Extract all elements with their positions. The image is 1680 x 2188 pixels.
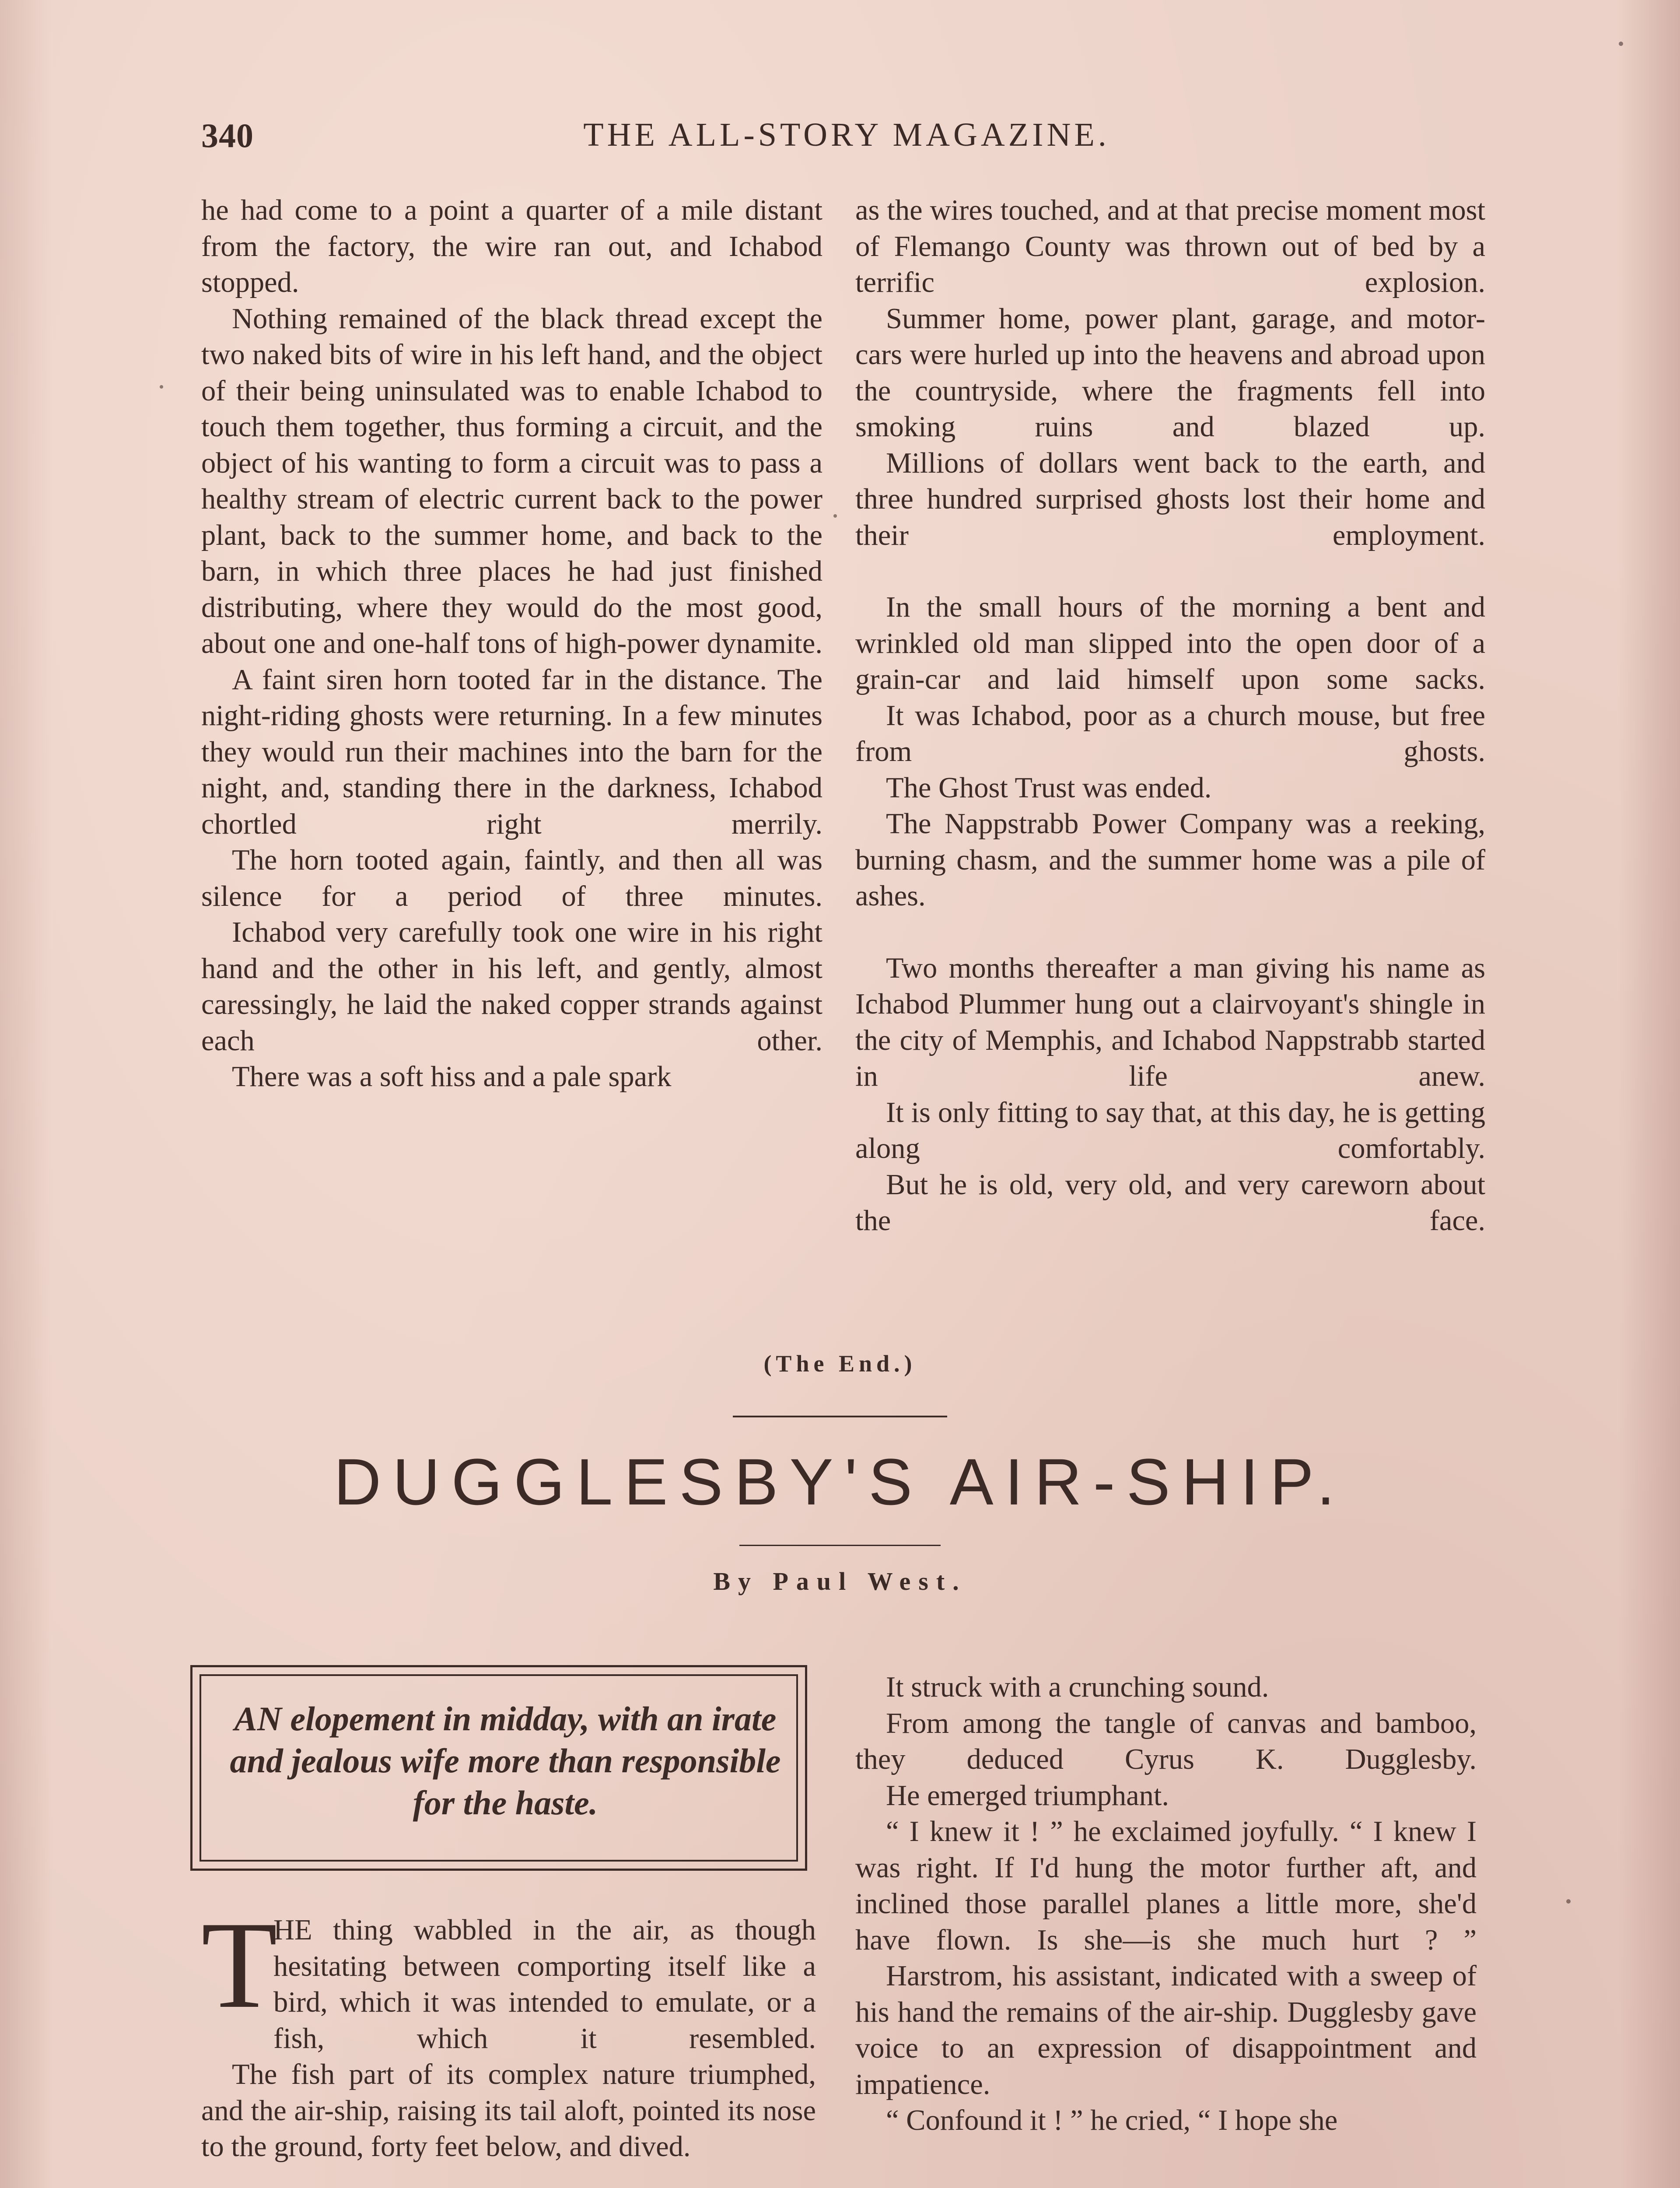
paragraph: It was Ichabod, poor as a church mouse, but free from ghosts. [855, 699, 1485, 768]
paragraph: as the wires touched, and at that precise moment most of Flemango County was thrown out of bed by a terrific explosion. [855, 194, 1485, 298]
drop-cap: T [201, 1896, 278, 2034]
story-title: DUGGLESBY'S AIR-SHIP. [333, 1445, 1347, 1518]
blurb-text: AN elopement in midday, with an irate and jealous wife more than responsible for the haste. [230, 1700, 781, 1822]
paragraph: It struck with a crunching sound. [886, 1671, 1269, 1703]
paragraph: Millions of dollars went back to the earth, and three hundred surprised ghosts lost their home and their employment. [855, 447, 1485, 551]
paragraph: Nothing remained of the black thread except the two naked bits of wire in his left hand, and the object of their being uninsulated was to enable Ichabod to touch them together, thus forming a circuit, and the object of his wanting to form a circuit was to pass a healthy stream of electric current back to the power plant, back to the summer home, and back to the barn, in which three places he had just finished distributing, where they would do the most good, about one and one-half tons of high-power dynamite. [201, 302, 822, 659]
story-two-right-column [855, 1669, 1477, 2139]
paragraph: A faint siren horn tooted far in the distance. The night-riding ghosts were returning. In a few minutes they would run their machines into the barn for the night, and, standing there in the darkness, Ichabod chortled right merrily. [201, 663, 822, 840]
paper-speck [1619, 42, 1623, 46]
story-one-right-column [855, 193, 1485, 1239]
story-one-left-column [201, 193, 822, 1095]
paragraph: Summer home, power plant, garage, and motor-cars were hurled up into the heavens and abroad upon the countryside, where the fragments fell into smoking ruins and blazed up. [855, 302, 1485, 443]
paragraph: It is only fitting to say that, at this day, he is getting along comfortably. [855, 1096, 1485, 1164]
paragraph: HE thing wabbled in the air, as though hesitating between comporting itself like a bird, which it was intended to emulate, or a fish, which it resembled. [273, 1914, 816, 2055]
page-header [201, 116, 1492, 164]
blurb-box [190, 1665, 807, 1871]
paragraph: The horn tooted again, faintly, and then all was silence for a period of three minutes. [201, 844, 822, 912]
story-two-left-column [201, 1896, 816, 2165]
paragraph: Ichabod very carefully took one wire in his right hand and the other in his left, and gently, almost caressingly, he laid the naked copper strands against each other. [201, 916, 822, 1057]
paragraph: The Nappstrabb Power Company was a reeking, burning chasm, and the summer home was a pile of ashes. [855, 808, 1485, 912]
paragraph: The fish part of its complex nature triumphed, and the air-ship, raising its tail aloft, pointed its nose to the ground, forty feet below, and dived. [201, 2058, 816, 2163]
paragraph: he had come to a point a quarter of a mile distant from the factory, the wire ran out, and Ichabod stopped. [201, 194, 822, 298]
divider-rule [733, 1416, 947, 1417]
running-title: THE ALL-STORY MAGAZINE. [583, 116, 1110, 153]
paragraph: From among the tangle of canvas and bamboo, they deduced Cyrus K. Dugglesby. [855, 1707, 1477, 1775]
paragraph: “ Confound it ! ” he cried, “ I hope she [886, 2104, 1338, 2136]
the-end-mark: (The End.) [763, 1350, 917, 1377]
paragraph: The Ghost Trust was ended. [886, 771, 1212, 804]
paragraph: But he is old, very old, and very careworn about the face. [855, 1168, 1485, 1237]
paragraph: Harstrom, his assistant, indicated with a sweep of his hand the remains of the air-ship. Dugglesby gave voice to an expression of disappointment and impatience. [855, 1960, 1477, 2100]
paragraph: There was a soft hiss and a pale spark [232, 1061, 672, 1093]
paragraph: Two months thereafter a man giving his name as Ichabod Plummer hung out a clairvoyant's shingle in the city of Memphis, and Ichabod Nappstrabb started in life anew. [855, 952, 1485, 1092]
paragraph: He emerged triumphant. [886, 1779, 1169, 1812]
paper-speck [1566, 1899, 1571, 1904]
paper-speck [160, 385, 163, 389]
divider-rule [739, 1545, 941, 1546]
paragraph: In the small hours of the morning a bent and wrinkled old man slipped into the open door of a grain-car and laid himself upon some sacks. [855, 591, 1485, 695]
page-number: 340 [201, 116, 254, 154]
paper-speck [833, 514, 837, 518]
byline: By Paul West. [713, 1567, 967, 1595]
paragraph: “ I knew it ! ” he exclaimed joyfully. “ I knew I was right. If I'd hung the motor further aft, and inclined those parallel planes a little more, she'd have flown. Is she—is she much hurt ? ” [855, 1816, 1477, 1956]
